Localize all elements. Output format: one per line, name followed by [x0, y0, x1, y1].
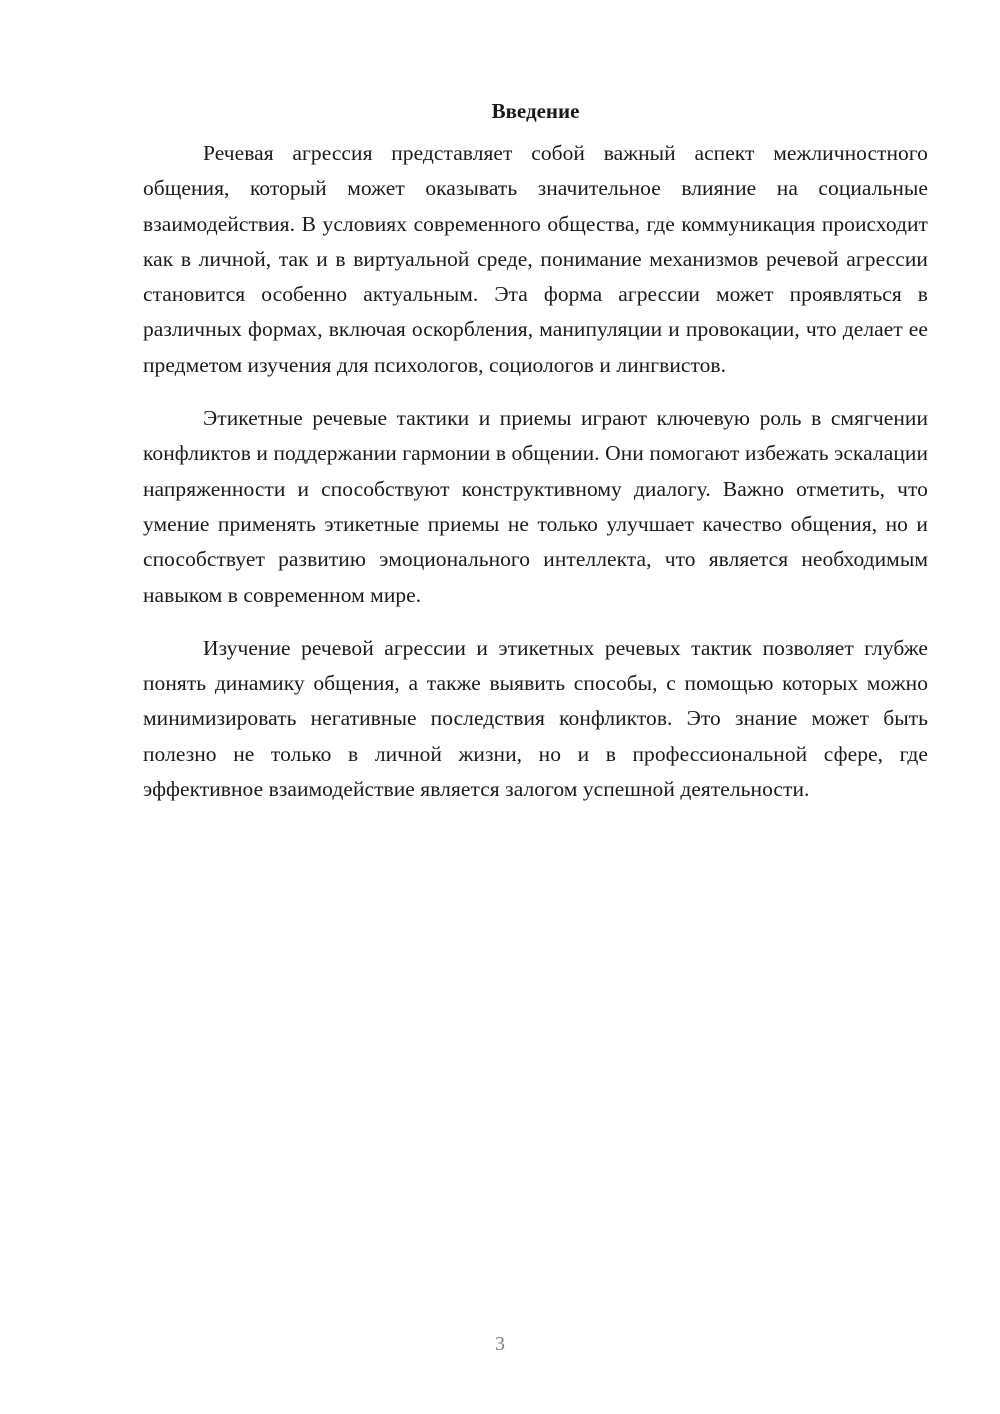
paragraph-study-significance: Изучение речевой агрессии и этикетных речевых тактик позволяет глубже понять динамику общения, а также выявить способы, с помощью которых можно минимизировать негативные последствия конфликтов. Это знание может быть полезно не только в личной жизни, но и в профессиональной сфере, где эффективное взаимодействие является залогом успешной деятельности.: [143, 635, 928, 802]
paragraph-speech-aggression: Речевая агрессия представляет собой важный аспект межличностного общения, который может оказывать значительное влияние на социальные взаимодействия. В условиях современного общества, где коммуникация происходит как в личной, так и в виртуальной среде, понимание механизмов речевой агрессии становится особенно актуальным. Эта форма агрессии может проявляться в различных формах, включая оскорбления, манипуляции и провокации, что делает ее предметом изучения для психологов, социологов и лингвистов.: [143, 141, 928, 377]
page-number: 3: [495, 1333, 505, 1355]
section-title: Введение: [491, 99, 580, 123]
document-page: [143, 96, 928, 825]
paragraph-etiquette-tactics: Этикетные речевые тактики и приемы играют ключевую роль в смягчении конфликтов и поддержании гармонии в общении. Они помогают избежать эскалации напряженности и способствуют конструктивному диалогу. Важно отметить, что умение применять этикетные приемы не только улучшает качество общения, но и способствует развитию эмоционального интеллекта, что является необходимым навыком в современном мире.: [143, 406, 928, 607]
